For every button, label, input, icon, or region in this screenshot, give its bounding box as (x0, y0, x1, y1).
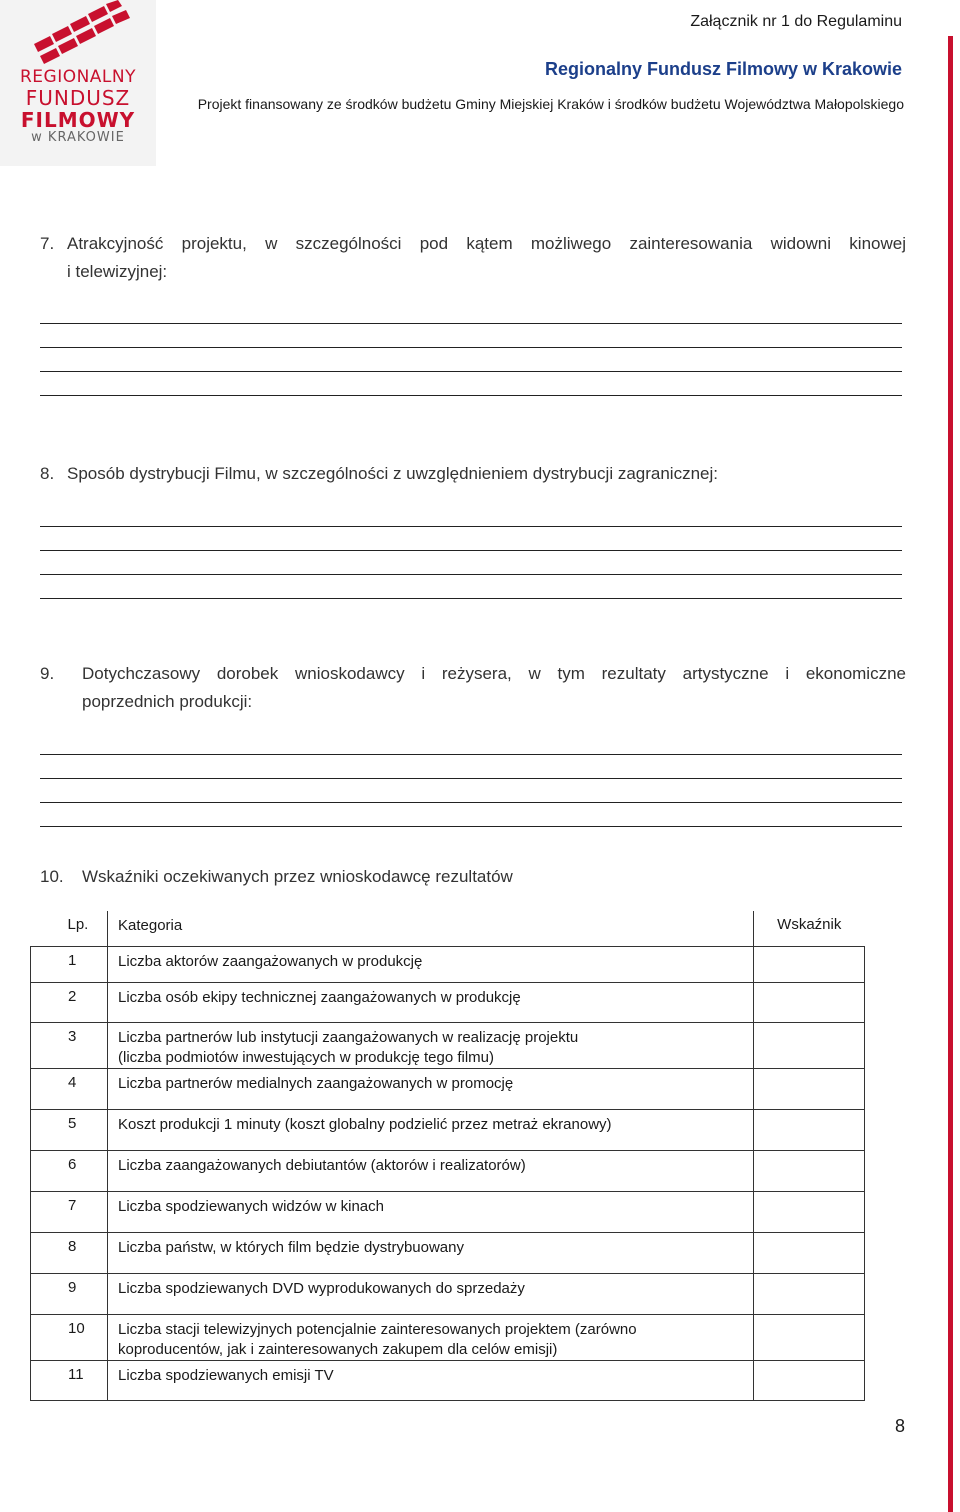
row-category: Liczba państw, w których film będzie dystrybuowany (108, 1232, 754, 1273)
row-indicator-cell[interactable] (754, 1360, 865, 1400)
answer-line (40, 347, 902, 348)
row-lp: 3 (31, 1022, 108, 1068)
row-lp: 9 (31, 1273, 108, 1314)
question-7-line-1 (40, 230, 906, 258)
answer-line (40, 778, 902, 779)
row-lp: 7 (31, 1191, 108, 1232)
row-category: Liczba spodziewanych DVD wyprodukowanych do sprzedaży (108, 1273, 754, 1314)
table-row (31, 1273, 865, 1314)
question-7 (40, 230, 906, 286)
fund-logo (0, 0, 156, 166)
row-indicator-cell[interactable] (754, 1273, 865, 1314)
question-9-line-2: poprzednich produkcji: (82, 692, 253, 711)
question-9-line-1 (40, 660, 906, 688)
row-lp: 1 (31, 946, 108, 982)
answer-line (40, 371, 902, 372)
table-row (31, 1068, 865, 1109)
row-indicator-cell[interactable] (754, 1314, 865, 1360)
row-indicator-cell[interactable] (754, 1191, 865, 1232)
answer-line (40, 574, 902, 575)
row-category (108, 1022, 754, 1068)
answer-area-8[interactable] (40, 526, 902, 622)
question-7-text: Atrakcyjność projektu, w szczególności pod kątem możliwego zainteresowania widowni kinowej (67, 234, 906, 253)
table-row (31, 1022, 865, 1068)
row-lp: 10 (31, 1314, 108, 1360)
table-header-row (31, 911, 865, 946)
header-lp: Lp. (31, 911, 108, 946)
indicators-table (30, 911, 865, 1401)
question-9-text: Dotychczasowy dorobek wnioskodawcy i reżysera, w tym rezultaty artystyczne i ekonomiczne (82, 664, 906, 683)
table-row (31, 1150, 865, 1191)
answer-line (40, 598, 902, 599)
table-row (31, 982, 865, 1022)
question-8-text: Sposób dystrybucji Filmu, w szczególności z uwzględnieniem dystrybucji zagranicznej: (67, 464, 718, 483)
table-row (31, 1360, 865, 1400)
row-category: Liczba osób ekipy technicznej zaangażowanych w produkcję (108, 982, 754, 1022)
annex-label: Załącznik nr 1 do Regulaminu (690, 13, 902, 30)
answer-line (40, 802, 902, 803)
answer-area-7[interactable] (40, 323, 902, 419)
row-lp: 6 (31, 1150, 108, 1191)
row-category-line-2: (liczba podmiotów inwestujących w produkcję tego filmu) (118, 1048, 494, 1066)
row-indicator-cell[interactable] (754, 1232, 865, 1273)
row-lp: 5 (31, 1109, 108, 1150)
film-strip-icon (0, 0, 156, 66)
project-funding-line: Projekt finansowany ze środków budżetu Gminy Miejskiej Kraków i środków budżetu Województwa Małopolskiego (197, 96, 904, 112)
row-category: Liczba partnerów medialnych zaangażowanych w promocję (108, 1068, 754, 1109)
question-7-line-2: i telewizyjnej: (67, 262, 168, 281)
table-row (31, 1314, 865, 1360)
row-category-line-1: Liczba partnerów lub instytucji zaangażowanych w realizację projektu (118, 1028, 579, 1046)
question-10 (40, 863, 906, 891)
row-indicator-cell[interactable] (754, 1022, 865, 1068)
row-indicator-cell[interactable] (754, 1109, 865, 1150)
question-9 (40, 660, 906, 716)
answer-line (40, 754, 902, 755)
row-lp: 2 (31, 982, 108, 1022)
row-lp: 4 (31, 1068, 108, 1109)
row-category (108, 1314, 754, 1360)
question-10-text: Wskaźniki oczekiwanych przez wnioskodawcę rezultatów (82, 867, 513, 886)
answer-line (40, 323, 902, 324)
row-category: Liczba spodziewanych emisji TV (108, 1360, 754, 1400)
answer-line (40, 550, 902, 551)
question-8 (40, 460, 906, 488)
row-lp: 8 (31, 1232, 108, 1273)
table-row (31, 1232, 865, 1273)
row-category-line-1: Liczba stacji telewizyjnych potencjalnie zainteresowanych projektem (zarówno (118, 1320, 637, 1338)
question-8-number: 8. (40, 464, 55, 483)
header-category: Kategoria (108, 911, 754, 946)
row-indicator-cell[interactable] (754, 1068, 865, 1109)
logo-text-fundusz: FUNDUSZ (25, 86, 131, 110)
logo-text-regionalny: REGIONALNY (19, 67, 137, 87)
answer-line (40, 526, 902, 527)
row-category-line-2: koproducentów, jak i zainteresowanych zakupem dla celów emisji) (118, 1340, 558, 1358)
question-10-number: 10. (40, 867, 64, 886)
row-indicator-cell[interactable] (754, 982, 865, 1022)
answer-line (40, 826, 902, 827)
right-margin-bar (948, 36, 953, 1512)
table-row (31, 1191, 865, 1232)
row-category: Liczba spodziewanych widzów w kinach (108, 1191, 754, 1232)
answer-area-9[interactable] (40, 754, 902, 850)
answer-line (40, 395, 902, 396)
logo-text-filmowy: FILMOWY (20, 108, 136, 132)
header-indicator: Wskaźnik (777, 916, 842, 933)
logo-text-w-krakowie: w KRAKOWIE (31, 130, 125, 145)
row-indicator-cell[interactable] (754, 1150, 865, 1191)
question-7-number: 7. (40, 234, 55, 253)
row-category: Koszt produkcji 1 minuty (koszt globalny podzielić przez metraż ekranowy) (108, 1109, 754, 1150)
question-9-number: 9. (40, 664, 55, 683)
table-row (31, 1109, 865, 1150)
row-lp: 11 (31, 1360, 108, 1400)
fund-title: Regionalny Fundusz Filmowy w Krakowie (544, 59, 902, 79)
table-row (31, 946, 865, 982)
row-category: Liczba zaangażowanych debiutantów (aktorów i realizatorów) (108, 1150, 754, 1191)
row-category: Liczba aktorów zaangażowanych w produkcję (108, 946, 754, 982)
page-number: 8 (894, 1416, 905, 1436)
row-indicator-cell[interactable] (754, 946, 865, 982)
